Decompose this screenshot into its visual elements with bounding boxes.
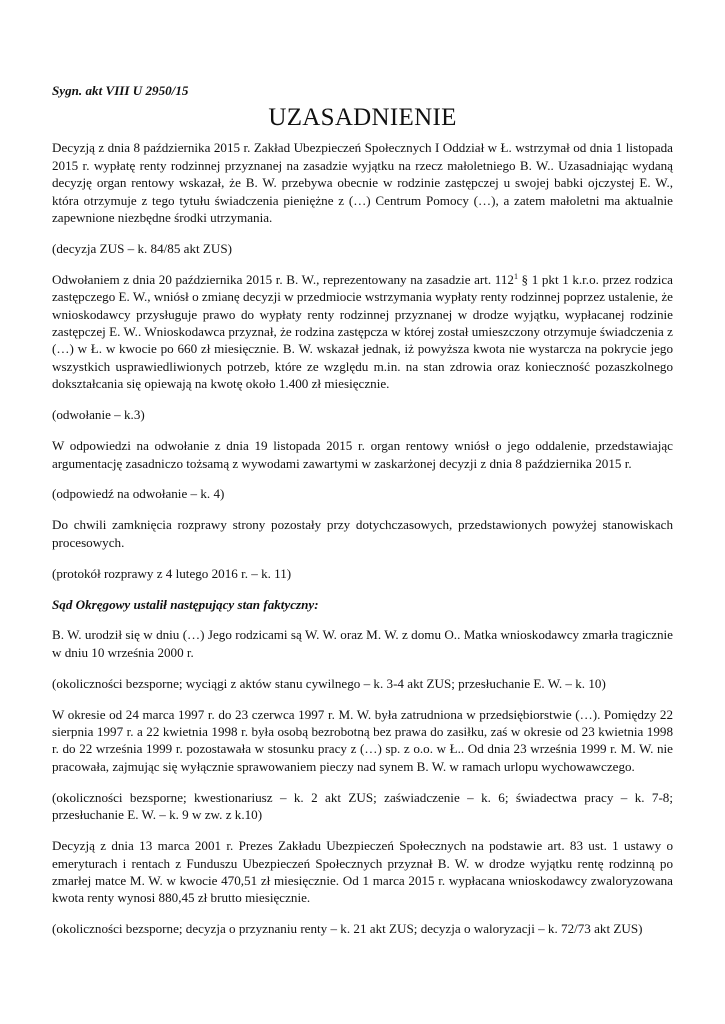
paragraph-decision: Decyzją z dnia 8 października 2015 r. Zakład Ubezpieczeń Społecznych I Oddział w Ł. wstrzymał od dnia 1 listopada 2015 r. wypłatę renty rodzinnej przyznanej na zasadzie wyjątku na rzecz małoletniego B. W.. Uzasadniając wydaną decyzję organ rentowy wskazał, że B. W. przebywa obecnie w rodzinie zastępczej u swojej babki ojczystej E. W., która otrzymuje z tego tytułu świadczenia pieniężne z (…) Centrum Pomocy (…), a zatem małoletni ma aktualnie zapewnione niezbędne środki utrzymania. bbox=[52, 140, 673, 226]
article-superscript: 1 bbox=[513, 271, 518, 281]
paragraph-employment: W okresie od 24 marca 1997 r. do 23 czerwca 1997 r. M. W. była zatrudniona w przedsiębiorstwie (…). Pomiędzy 22 sierpnia 1997 r. a 22 kwietnia 1998 r. była osobą bezrobotną bez prawa do zasiłku, zaś w okresie od 23 kwietnia 1998 r. do 22 września 1999 r. pozostawała w stosunku pracy z (…) sp. z o.o. w Ł.. Od dnia 23 września 1999 r. M. W. nie pracowała, zajmując się wyłącznie sprawowaniem pieczy nad synem B. W. w ramach urlopu wychowawczego. bbox=[52, 706, 673, 774]
reference-birth: (okoliczności bezsporne; wyciągi z aktów stanu cywilnego – k. 3-4 akt ZUS; przesłuchanie E. W. – k. 10) bbox=[52, 675, 606, 691]
paragraph-birth: B. W. urodził się w dniu (…) Jego rodzicami są W. W. oraz M. W. z domu O.. Matka wnioskodawcy zmarła tragicznie w dniu 10 września 2000 r. bbox=[52, 627, 673, 660]
reference-appeal: (odwołanie – k.3) bbox=[52, 407, 145, 423]
reference-employment: (okoliczności bezsporne; kwestionariusz – k. 2 akt ZUS; zaświadczenie – k. 6; świadectwa pracy – k. 7-8; przesłuchanie E. W. – k. 9 w zw. z k.10) bbox=[52, 789, 673, 823]
paragraph-response: W odpowiedzi na odwołanie z dnia 19 listopada 2015 r. organ rentowy wniósł o jego oddalenie, przedstawiając argumentację zasadniczo tożsamą z wywodami zawartymi w zaskarżonej decyzji z dnia 8 października 2015 r. bbox=[52, 438, 673, 471]
document-title: UZASADNIENIE bbox=[268, 104, 457, 132]
document-page bbox=[52, 82, 673, 951]
paragraph-pension-grant: Decyzją z dnia 13 marca 2001 r. Prezes Zakładu Ubezpieczeń Społecznych na podstawie art. 83 ust. 1 ustawy o emeryturach i rentach z Funduszu Ubezpieczeń Społecznych przyznał B. W. w drodze wyjątku rentę rodzinną po zmarłej matce M. W. w kwocie 470,51 zł miesięcznie. Od 1 marca 2015 r. wypłacana wnioskodawcy zwaloryzowana kwota renty wynosi 880,45 zł brutto miesięcznie. bbox=[52, 838, 673, 906]
reference-pension-grant: (okoliczności bezsporne; decyzja o przyznaniu renty – k. 21 akt ZUS; decyzja o waloryzacji – k. 72/73 akt ZUS) bbox=[52, 921, 643, 937]
paragraph-positions: Do chwili zamknięcia rozprawy strony pozostały przy dotychczasowych, przedstawionych powyżej stanowiskach procesowych. bbox=[52, 517, 673, 550]
case-signature: Sygn. akt VIII U 2950/15 bbox=[52, 83, 189, 98]
paragraph-appeal-part1: Odwołaniem z dnia 20 października 2015 r. B. W., reprezentowany na zasadzie art. 112 bbox=[52, 271, 514, 287]
reference-decision: (decyzja ZUS – k. 84/85 akt ZUS) bbox=[52, 240, 233, 256]
paragraph-appeal bbox=[52, 271, 673, 393]
paragraph-appeal-part2: § 1 pkt 1 k.r.o. przez rodzica zastępczego E. W., wniósł o zmianę decyzji w przedmiocie wstrzymania wypłaty renty rodzinnej poprzez ustalenie, że wnioskodawcy przysługuje prawo do wypłaty renty rodzinnej przyznanej w drodze wyjątku, wypłacanej rodzinie zastępczej E. W.. Wnioskodawca przyznał, że rodzina zastępcza w której został umieszczony otrzymuje świadczenia z (…) w Ł. w kwocie po 660 zł miesięcznie. B. W. wskazał jednak, iż powyższa kwota nie wystarcza na pokrycie jego wszystkich usprawiedliwionych potrzeb, które ze względu m.in. na stan zdrowia oraz konieczność pozaszkolnego dokształcania się opiewają na kwotę około 1.400 zł miesięcznie. bbox=[52, 271, 673, 392]
reference-protocol: (protokół rozprawy z 4 lutego 2016 r. – k. 11) bbox=[52, 565, 292, 581]
section-heading-facts: Sąd Okręgowy ustalił następujący stan faktyczny: bbox=[52, 596, 319, 612]
reference-response: (odpowiedź na odwołanie – k. 4) bbox=[52, 486, 225, 502]
